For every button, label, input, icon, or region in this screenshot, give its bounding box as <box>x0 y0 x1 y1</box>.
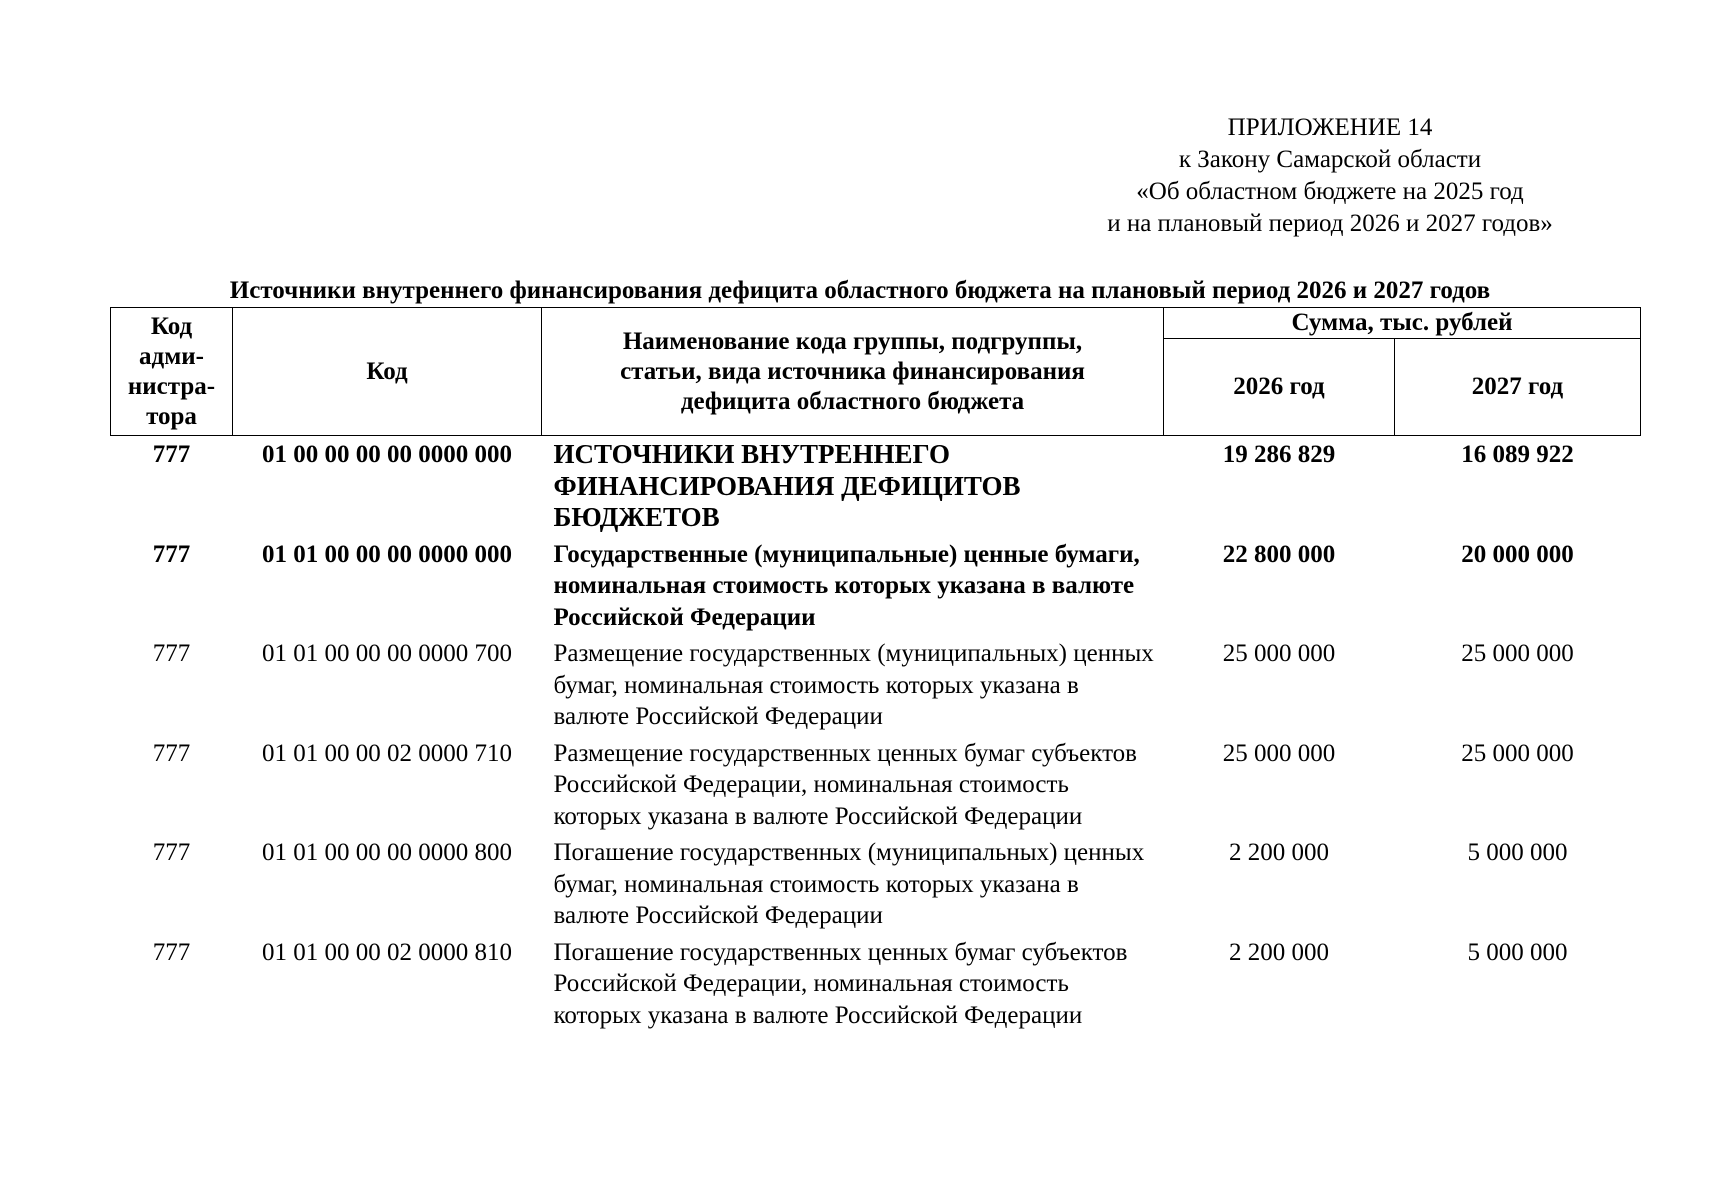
sum-2027-cell: 25 000 000 <box>1461 739 1574 767</box>
code-cell: 01 01 00 00 00 0000 800 <box>262 839 512 866</box>
sum-2027-cell: 20 000 000 <box>1461 540 1574 568</box>
name-cell: ИСТОЧНИКИ ВНУТРЕННЕГО ФИНАНСИРОВАНИЯ ДЕФИЦИТОВ БЮДЖЕТОВ <box>553 439 1021 532</box>
sum-2026-cell: 22 800 000 <box>1222 540 1336 568</box>
header-code: Код <box>233 308 542 436</box>
table-row <box>111 937 1641 1037</box>
code-cell: 01 01 00 00 02 0000 710 <box>262 739 512 767</box>
code-cell: 01 01 00 00 00 0000 000 <box>262 540 512 568</box>
sum-2026-cell: 2 200 000 <box>1229 938 1329 966</box>
table-row <box>111 539 1641 639</box>
header-admin-code: Код адми- нистра- тора <box>111 308 233 436</box>
admin-code-cell: 777 <box>152 640 191 667</box>
header-year-2027: 2027 год <box>1395 339 1641 436</box>
sum-2026-cell: 19 286 829 <box>1222 441 1336 468</box>
header-year-2026: 2026 год <box>1164 339 1395 436</box>
admin-code-cell: 777 <box>152 540 191 568</box>
sum-2026-cell: 25 000 000 <box>1222 739 1336 767</box>
table-header <box>111 308 1641 436</box>
sum-2027-cell: 5 000 000 <box>1467 938 1568 966</box>
admin-code-cell: 777 <box>152 839 191 866</box>
name-cell: Погашение государственных (муниципальных) ценных бумаг, номинальная стоимость которых указана в валюте Российской Федерации <box>553 839 1145 929</box>
table-row <box>111 436 1641 539</box>
table-row <box>111 638 1641 738</box>
sum-2026-cell: 25 000 000 <box>1222 640 1336 667</box>
sum-2027-cell: 5 000 000 <box>1467 839 1568 866</box>
table-row <box>111 738 1641 838</box>
name-cell: Размещение государственных ценных бумаг субъектов Российской Федерации, номинальная стоимость которых указана в валюте Российской Федерации <box>553 739 1137 830</box>
name-cell: Погашение государственных ценных бумаг субъектов Российской Федерации, номинальная стоимость которых указана в валюте Российской Федерации <box>553 938 1128 1029</box>
appendix-law-title: «Об областном бюджете на 2025 год <box>1136 178 1524 205</box>
name-cell: Государственные (муниципальные) ценные бумаги, номинальная стоимость которых указана в валюте Российской Федерации <box>553 540 1140 631</box>
appendix-law: к Закону Самарской области <box>1178 146 1482 173</box>
sum-2027-cell: 16 089 922 <box>1461 441 1574 468</box>
code-cell: 01 01 00 00 02 0000 810 <box>262 938 512 966</box>
sum-2026-cell: 2 200 000 <box>1229 839 1329 866</box>
sources-table <box>110 307 1641 1036</box>
table-row <box>111 837 1641 937</box>
code-cell: 01 00 00 00 00 0000 000 <box>262 441 512 468</box>
code-cell: 01 01 00 00 00 0000 700 <box>262 640 512 667</box>
document-title: Источники внутреннего финансирования дефицита областного бюджета на плановый период 2026 и 2027 годов <box>229 277 1491 304</box>
header-name: Наименование кода группы, подгруппы, статьи, вида источника финансирования дефицита областного бюджета <box>542 308 1164 436</box>
appendix-number: ПРИЛОЖЕНИЕ 14 <box>1227 114 1433 141</box>
admin-code-cell: 777 <box>152 739 191 767</box>
admin-code-cell: 777 <box>152 938 191 966</box>
name-cell: Размещение государственных (муниципальных) ценных бумаг, номинальная стоимость которых указана в валюте Российской Федерации <box>553 640 1154 730</box>
header-sum: Сумма, тыс. рублей <box>1164 308 1641 339</box>
sum-2027-cell: 25 000 000 <box>1461 640 1574 667</box>
appendix-header <box>1050 112 1610 240</box>
admin-code-cell: 777 <box>152 441 191 468</box>
appendix-law-period: и на плановый период 2026 и 2027 годов» <box>1107 210 1553 237</box>
